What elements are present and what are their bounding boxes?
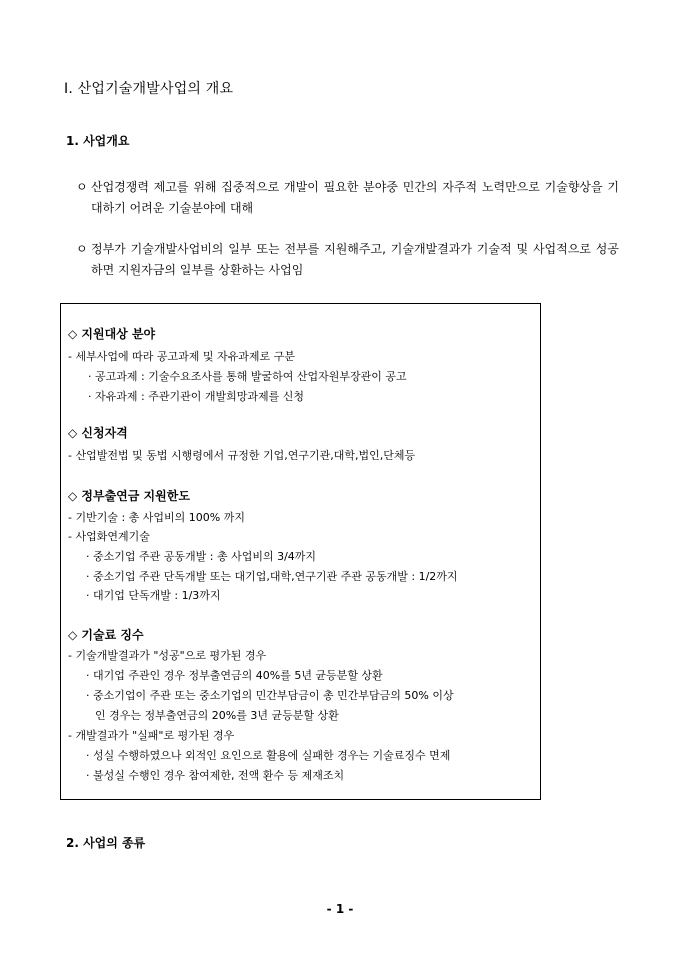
paragraph-bullet: ㅇ — [76, 242, 88, 256]
tech-fee-line: · 대기업 주관인 경우 정부출연금의 40%를 5년 균등분할 상환 — [86, 669, 383, 682]
chapter-title: Ⅰ. 산업기술개발사업의 개요 — [64, 81, 234, 97]
gov-limit-line: - 사업화연계기술 — [68, 530, 150, 543]
section-1-title: 1. 사업개요 — [66, 134, 130, 148]
support-field-line: - 세부사업에 따라 공고과제 및 자유과제로 구분 — [68, 350, 295, 363]
summary-box — [60, 303, 541, 800]
tech-fee-line: · 성실 수행하였으나 외적인 요인으로 활용에 실패한 경우는 기술료징수 면제 — [86, 749, 451, 762]
paragraph-text: 산업경쟁력 제고를 위해 집중적으로 개발이 필요한 분야중 민간의 자주적 노력만으로 기술향상을 기대하기 어려운 기술분야에 대해 — [91, 180, 619, 215]
tech-fee-line: - 기술개발결과가 "성공"으로 평가된 경우 — [68, 649, 267, 662]
support-field-line: · 자유과제 : 주관기관이 개발희망과제를 신청 — [88, 390, 304, 403]
eligibility-line: - 산업발전법 및 동법 시행령에서 규정한 기업,연구기관,대학,법인,단체등 — [68, 449, 416, 462]
eligibility-heading: ◇ 신청자격 — [68, 426, 128, 440]
support-field-line: · 공고과제 : 기술수요조사를 통해 발굴하여 산업자원부장관이 공고 — [88, 370, 407, 383]
tech-fee-line: · 불성실 수행인 경우 참여제한, 전액 환수 등 제재조치 — [86, 769, 345, 782]
paragraph-2 — [76, 239, 624, 281]
page-number: - 1 - — [326, 902, 354, 916]
tech-fee-heading: ◇ 기술료 징수 — [68, 628, 144, 642]
support-field-heading: ◇ 지원대상 분야 — [68, 327, 156, 341]
paragraph-bullet: ㅇ — [76, 180, 88, 194]
paragraph-1 — [76, 177, 624, 219]
tech-fee-line: - 개발결과가 "실패"로 평가된 경우 — [68, 729, 235, 742]
gov-limit-line: - 기반기술 : 총 사업비의 100% 까지 — [68, 511, 245, 524]
gov-limit-heading: ◇ 정부출연금 지원한도 — [68, 489, 190, 503]
gov-limit-line: · 대기업 단독개발 : 1/3까지 — [86, 589, 221, 602]
gov-limit-line: · 중소기업 주관 단독개발 또는 대기업,대학,연구기관 주관 공동개발 : 1/2까지 — [86, 570, 458, 583]
tech-fee-line: 인 경우는 정부출연금의 20%를 3년 균등분할 상환 — [95, 709, 339, 722]
paragraph-text: 정부가 기술개발사업비의 일부 또는 전부를 지원해주고, 기술개발결과가 기술적 및 사업적으로 성공하면 지원자금의 일부를 상환하는 사업임 — [91, 242, 619, 277]
section-2-title: 2. 사업의 종류 — [66, 836, 146, 850]
gov-limit-line: · 중소기업 주관 공동개발 : 총 사업비의 3/4까지 — [86, 550, 317, 563]
tech-fee-line: · 중소기업이 주관 또는 중소기업의 민간부담금이 총 민간부담금의 50% 이상 — [86, 689, 454, 702]
